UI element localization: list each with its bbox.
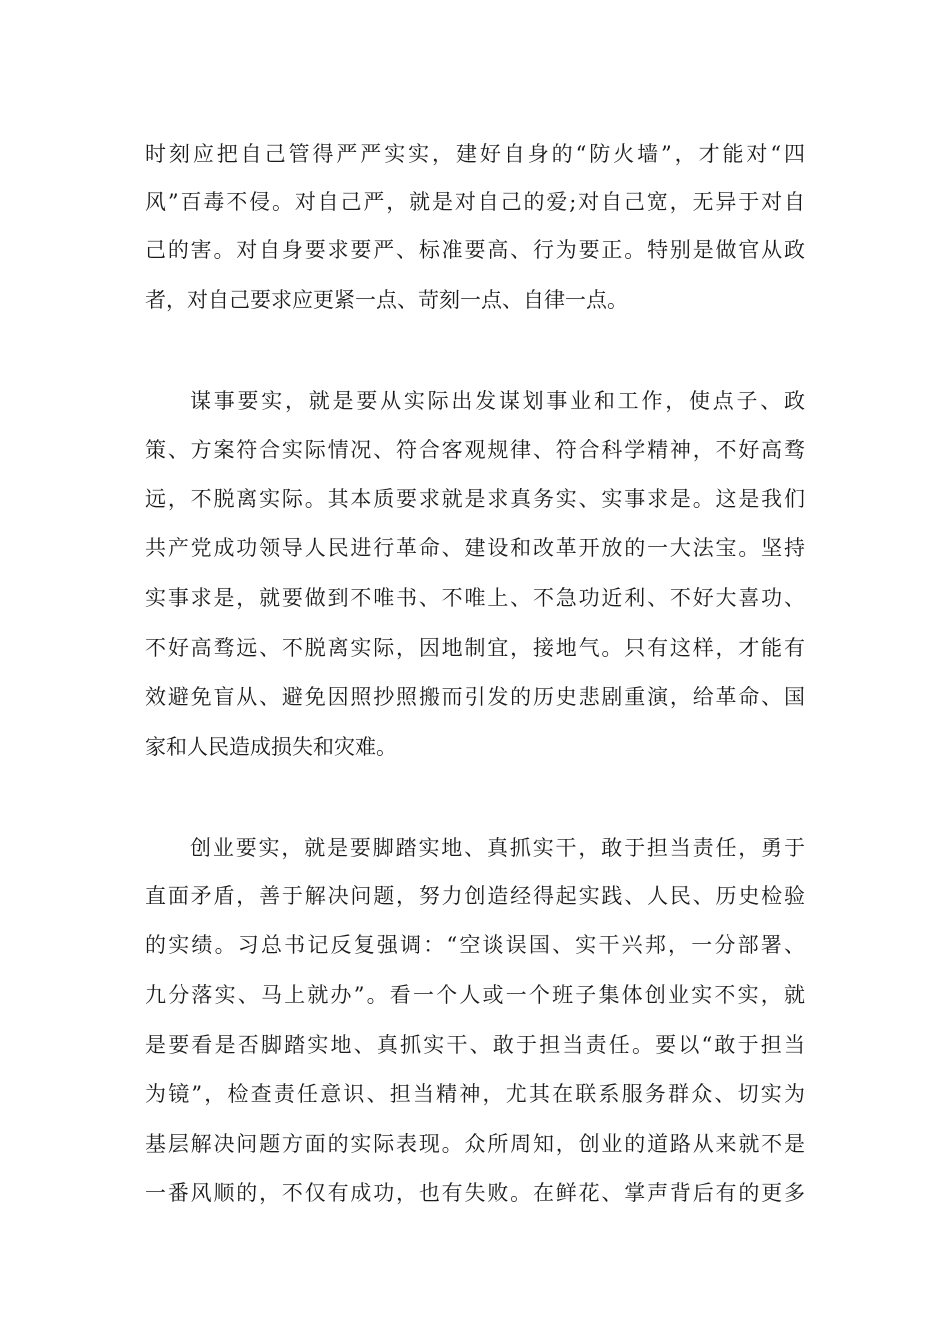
text-line: 为镜”，检查责任意识、担当精神，尤其在联系服务群众、切实为 xyxy=(145,1082,805,1106)
text-line: 九分落实、马上就办”。看一个人或一个班子集体创业实不实，就 xyxy=(145,983,805,1007)
text-line: 效避免盲从、避免因照抄照搬而引发的历史悲剧重演，给革命、国 xyxy=(145,685,805,709)
text-line: 的实绩。习总书记反复强调：“空谈误国、实干兴邦，一分部署、 xyxy=(145,933,805,957)
text-line: 己的害。对自身要求要严、标准要高、行为要正。特别是做官从政 xyxy=(145,238,805,262)
text-line: 基层解决问题方面的实际表现。众所周知，创业的道路从来就不是 xyxy=(145,1132,805,1156)
text-line: 时刻应把自己管得严严实实，建好自身的“防火墙”，才能对“四 xyxy=(145,142,805,166)
text-line: 直面矛盾，善于解决问题，努力创造经得起实践、人民、历史检验 xyxy=(145,884,805,908)
text-line: 创业要实，就是要脚踏实地、真抓实干，敢于担当责任，勇于 xyxy=(190,836,805,860)
text-line: 一番风顺的，不仅有成功，也有失败。在鲜花、掌声背后有的更多 xyxy=(145,1181,805,1205)
text-line: 远，不脱离实际。其本质要求就是求真务实、实事求是。这是我们 xyxy=(145,487,805,511)
text-line: 是要看是否脚踏实地、真抓实干、敢于担当责任。要以“敢于担当 xyxy=(145,1033,805,1057)
text-line: 策、方案符合实际情况、符合客观规律、符合科学精神，不好高骛 xyxy=(145,438,805,462)
text-line: 共产党成功领导人民进行革命、建设和改革开放的一大法宝。坚持 xyxy=(145,536,805,560)
text-line: 谋事要实，就是要从实际出发谋划事业和工作，使点子、政 xyxy=(190,389,805,413)
text-line: 风”百毒不侵。对自己严，就是对自己的爱;对自己宽，无异于对自 xyxy=(145,190,805,214)
text-line: 者，对自己要求应更紧一点、苛刻一点、自律一点。 xyxy=(145,288,628,312)
text-line: 家和人民造成损失和灾难。 xyxy=(145,735,397,759)
text-line: 实事求是，就要做到不唯书、不唯上、不急功近利、不好大喜功、 xyxy=(145,586,805,610)
text-line: 不好高骛远、不脱离实际，因地制宜，接地气。只有这样，才能有 xyxy=(145,636,805,660)
